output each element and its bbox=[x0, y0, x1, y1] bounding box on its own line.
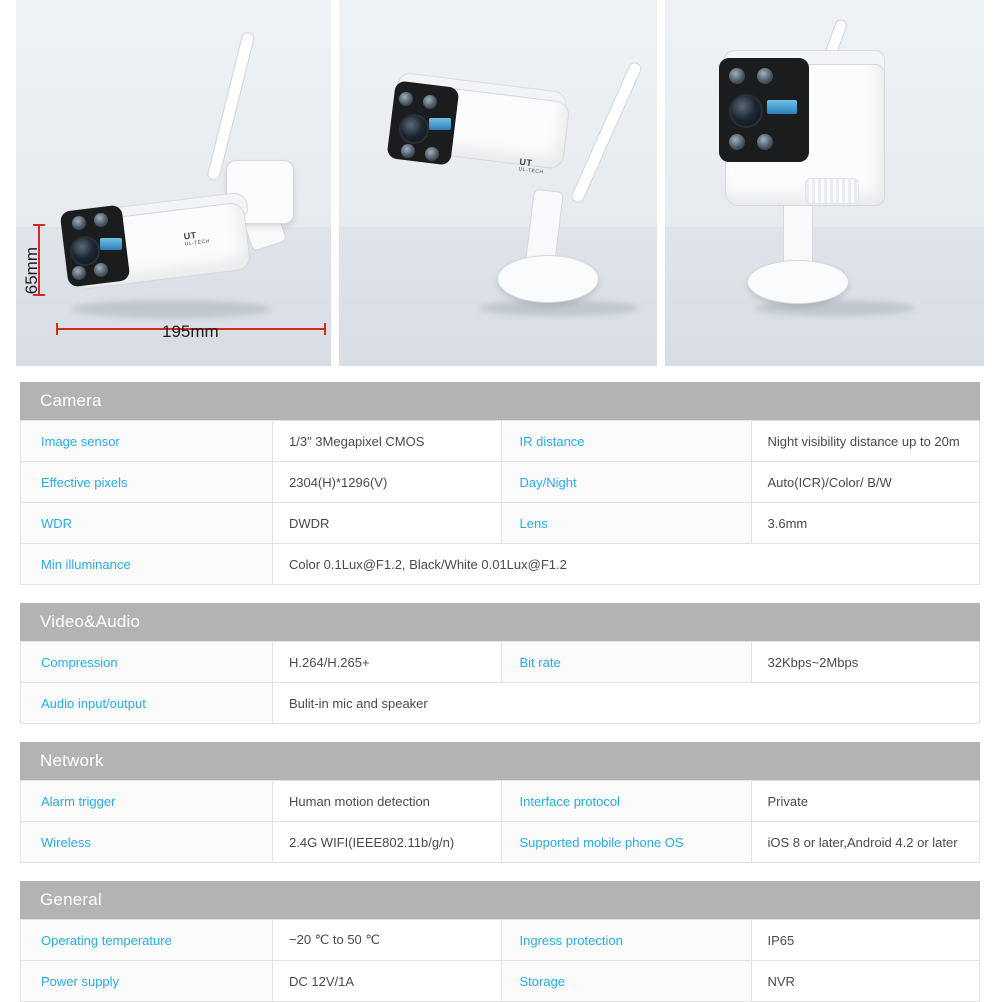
table-row bbox=[21, 683, 980, 724]
table-row bbox=[21, 544, 980, 585]
spec-key: Interface protocol bbox=[501, 781, 751, 822]
table-row bbox=[21, 503, 980, 544]
height-dimension-label: 65mm bbox=[22, 246, 41, 294]
spec-table bbox=[20, 420, 980, 585]
section-general bbox=[20, 881, 980, 1002]
spec-key: Storage bbox=[501, 961, 751, 1002]
spec-key: Effective pixels bbox=[21, 462, 273, 503]
spec-key: Lens bbox=[501, 503, 751, 544]
table-row bbox=[21, 961, 980, 1002]
ir-led-icon bbox=[94, 213, 108, 227]
antenna-icon bbox=[206, 31, 255, 182]
spec-table bbox=[20, 641, 980, 724]
ir-panel-icon bbox=[429, 118, 451, 130]
spec-table bbox=[20, 919, 980, 1002]
spec-value: iOS 8 or later,Android 4.2 or later bbox=[751, 822, 980, 863]
spec-value: Color 0.1Lux@F1.2, Black/White 0.01Lux@F1.2 bbox=[273, 544, 980, 585]
spec-value: DWDR bbox=[273, 503, 502, 544]
section-network bbox=[20, 742, 980, 863]
brand-logo: UT UL-TECH bbox=[517, 156, 544, 176]
lens-icon bbox=[399, 114, 429, 144]
camera-illustration bbox=[369, 60, 649, 310]
mount-base bbox=[497, 255, 599, 303]
table-row bbox=[21, 920, 980, 961]
ir-led-icon bbox=[72, 266, 86, 280]
table-row bbox=[21, 462, 980, 503]
spec-key: Power supply bbox=[21, 961, 273, 1002]
spec-value: −20 ℃ to 50 ℃ bbox=[273, 920, 502, 961]
spec-value: 3.6mm bbox=[751, 503, 980, 544]
product-image-angled-left bbox=[16, 0, 331, 366]
section-title: Video&Audio bbox=[20, 603, 980, 641]
product-image-strip bbox=[0, 0, 1000, 366]
mount-base bbox=[747, 260, 849, 304]
ir-led-icon bbox=[399, 92, 413, 106]
spec-value: Human motion detection bbox=[273, 781, 502, 822]
width-dimension-label: 195mm bbox=[162, 322, 219, 341]
spec-value: H.264/H.265+ bbox=[273, 642, 502, 683]
spec-value: Night visibility distance up to 20m bbox=[751, 421, 980, 462]
spec-value: 2304(H)*1296(V) bbox=[273, 462, 502, 503]
spec-value: Auto(ICR)/Color/ B/W bbox=[751, 462, 980, 503]
table-row bbox=[21, 781, 980, 822]
ir-led-icon bbox=[72, 216, 86, 230]
ir-panel-icon bbox=[100, 238, 122, 250]
ir-panel-icon bbox=[767, 100, 797, 114]
spec-table bbox=[20, 780, 980, 863]
antenna-icon bbox=[569, 60, 643, 204]
section-video-audio bbox=[20, 603, 980, 724]
ir-led-icon bbox=[401, 144, 415, 158]
spec-value: 32Kbps~2Mbps bbox=[751, 642, 980, 683]
spec-value: DC 12V/1A bbox=[273, 961, 502, 1002]
ir-led-icon bbox=[94, 263, 108, 277]
spec-value: Private bbox=[751, 781, 980, 822]
lens-icon bbox=[70, 236, 100, 266]
spec-key: Alarm trigger bbox=[21, 781, 273, 822]
spec-key: Operating temperature bbox=[21, 920, 273, 961]
specification-tables bbox=[0, 366, 1000, 1002]
table-row bbox=[21, 642, 980, 683]
table-row bbox=[21, 421, 980, 462]
spec-key: Bit rate bbox=[501, 642, 751, 683]
section-title: Network bbox=[20, 742, 980, 780]
camera-illustration bbox=[695, 30, 975, 310]
spec-key: Supported mobile phone OS bbox=[501, 822, 751, 863]
spec-key: Min illuminance bbox=[21, 544, 273, 585]
spec-key: Wireless bbox=[21, 822, 273, 863]
ir-led-icon bbox=[423, 95, 437, 109]
spec-key: WDR bbox=[21, 503, 273, 544]
spec-value: NVR bbox=[751, 961, 980, 1002]
ir-led-icon bbox=[425, 147, 439, 161]
spec-value: 2.4G WIFI(IEEE802.11b/g/n) bbox=[273, 822, 502, 863]
camera-illustration bbox=[56, 150, 306, 320]
spec-key: Day/Night bbox=[501, 462, 751, 503]
table-row bbox=[21, 822, 980, 863]
spec-key: Ingress protection bbox=[501, 920, 751, 961]
section-title: Camera bbox=[20, 382, 980, 420]
product-image-front bbox=[665, 0, 984, 366]
product-image-angled-right bbox=[339, 0, 658, 366]
brand-logo: UT UL-TECH bbox=[183, 230, 211, 248]
spec-key: Audio input/output bbox=[21, 683, 273, 724]
spec-value: IP65 bbox=[751, 920, 980, 961]
spec-key: Compression bbox=[21, 642, 273, 683]
spec-key: Image sensor bbox=[21, 421, 273, 462]
section-camera bbox=[20, 382, 980, 585]
speaker-grille bbox=[805, 178, 859, 204]
spec-value: 1/3" 3Megapixel CMOS bbox=[273, 421, 502, 462]
spec-key: IR distance bbox=[501, 421, 751, 462]
section-title: General bbox=[20, 881, 980, 919]
spec-value: Bulit-in mic and speaker bbox=[273, 683, 980, 724]
